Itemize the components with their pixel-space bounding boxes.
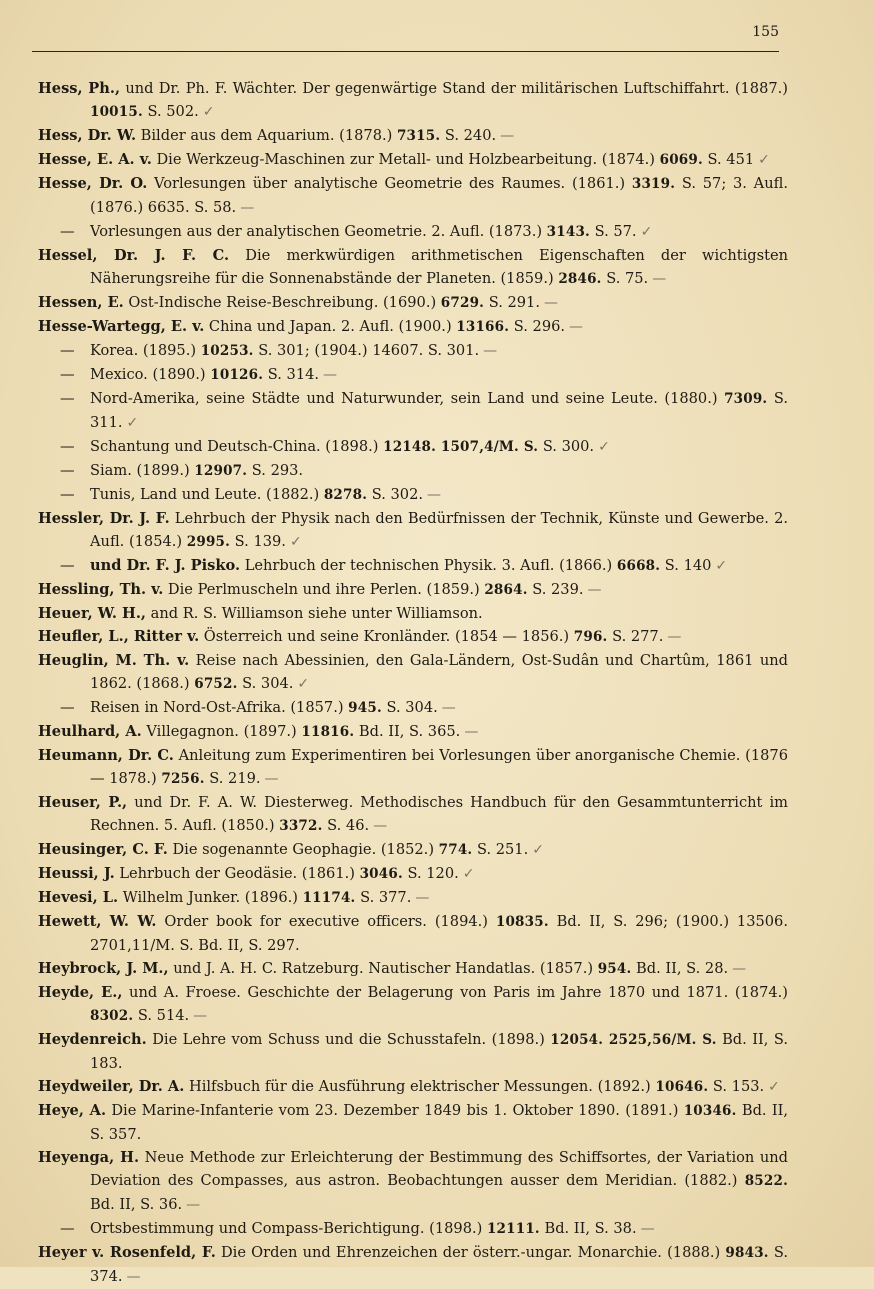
index-entry <box>38 363 788 387</box>
check-mark: ✓ <box>598 439 610 455</box>
check-mark: — <box>193 1008 208 1024</box>
entry-catalog-number: 8302. <box>90 1008 134 1024</box>
entry-author: Heuglin, M. Th. v. <box>38 652 190 669</box>
index-entry <box>38 744 788 791</box>
entry-author: Heyer v. Rosenfeld, F. <box>38 1244 216 1261</box>
entry-page-ref: S. 302. <box>367 486 423 503</box>
index-entry <box>38 1099 788 1146</box>
ditto-dash: — <box>60 342 75 359</box>
entry-catalog-number: 10015. <box>90 104 143 120</box>
entry-catalog-number: 10835. <box>495 914 549 930</box>
entry-title: Vorlesungen aus der analytischen Geometrie. 2. Aufl. (1873.) <box>90 223 547 240</box>
entry-catalog-number: 954. <box>597 961 632 977</box>
entry-catalog-number: 7256. <box>161 771 205 787</box>
entry-title: Österreich und seine Kronländer. (1854 — 1856.) <box>199 628 574 645</box>
entry-title: Schantung und Deutsch-China. (1898.) <box>90 438 384 455</box>
entry-catalog-number: 11816. <box>301 724 355 740</box>
entry-title: Hilfsbuch für die Ausführung elektrischer Messungen. (1892.) <box>184 1078 656 1095</box>
entry-page-ref: S. 240. <box>440 127 497 144</box>
entry-page-ref: S. 291. <box>484 294 540 311</box>
entry-page-ref: S. 75. <box>601 270 649 287</box>
check-mark: — <box>373 818 388 834</box>
index-entry <box>38 244 788 291</box>
entry-catalog-number: 2864. <box>484 582 528 598</box>
entry-catalog-number: 3372. <box>279 818 323 834</box>
check-mark: ✓ <box>289 534 302 550</box>
ditto-dash: — <box>60 390 75 407</box>
index-entry <box>38 696 788 720</box>
entry-title: und J. A. H. C. Ratzeburg. Nautischer Handatlas. (1857.) <box>168 960 598 977</box>
index-entry <box>38 981 788 1028</box>
entry-title: Order book for executive officers. (1894.) <box>156 913 496 930</box>
entry-title: Nord-Amerika, seine Städte und Naturwunder, sein Land und seine Leute. (1880.) <box>90 390 725 407</box>
entry-author: Hewett, W. W. <box>38 913 157 930</box>
check-mark: — <box>186 1197 201 1213</box>
index-entry <box>38 625 788 649</box>
entry-page-ref: Bd. II, S. 365. <box>354 723 461 740</box>
entry-catalog-number: 7309. <box>724 391 768 407</box>
entry-catalog-number: 12054. 2525,56/M. S. <box>550 1032 717 1048</box>
entry-author: Hessel, Dr. J. F. C. <box>38 247 230 264</box>
entry-title: Die Marine-Infanterie vom 23. Dezember 1849 bis 1. Oktober 1890. (1891.) <box>106 1102 684 1119</box>
entry-author: Hessen, E. <box>38 294 124 311</box>
entry-catalog-number: 3046. <box>359 866 403 882</box>
entry-title: Die Orden und Ehrenzeichen der österr.-ungar. Monarchie. (1888.) <box>215 1244 726 1261</box>
entry-page-ref: S. 140 <box>660 557 712 574</box>
entry-page-ref: S. 296. <box>509 318 566 335</box>
entry-title: Die Werkzeug-Maschinen zur Metall- und Holzbearbeitung. (1874.) <box>151 151 660 168</box>
check-mark: ✓ <box>297 676 310 692</box>
check-mark: ✓ <box>462 866 475 882</box>
entry-page-ref: S. 57. <box>589 223 637 240</box>
entry-catalog-number: 774. <box>438 842 473 858</box>
index-entries <box>38 77 788 1289</box>
index-entry <box>38 507 788 554</box>
entry-title: Korea. (1895.) <box>90 342 201 359</box>
entry-catalog-number: 12907. <box>194 463 248 479</box>
entry-page-ref: S. 502. <box>142 103 199 120</box>
entry-title: Die merkwürdigen arithmetischen Eigenschaften der wichtigsten Näherungsreihe für die Sonnenabstände der Planeten. (1859.) <box>90 247 789 287</box>
entry-page-ref: S. 120. <box>402 865 459 882</box>
entry-title: Villegagnon. (1897.) <box>141 723 302 740</box>
entry-author: Heusinger, C. F. <box>38 841 168 858</box>
entry-author: Hesse, Dr. O. <box>38 175 148 192</box>
entry-title: and R. S. Williamson siehe unter <box>145 605 397 622</box>
entry-catalog-number: 12148. 1507,4/M. S. <box>383 439 539 455</box>
index-entry <box>38 649 788 696</box>
ditto-dash: — <box>60 223 75 240</box>
check-mark: — <box>264 771 279 787</box>
check-mark: — <box>587 582 602 598</box>
entry-title: und A. Froese. Geschichte der Belagerung von Paris im Jahre 1870 und 1871. (1874.) <box>122 984 788 1001</box>
entry-author: Heuser, P., <box>38 794 128 811</box>
entry-author: Hess, Dr. W. <box>38 127 137 144</box>
index-entry <box>38 148 788 172</box>
entry-page-ref: S. 251. <box>472 841 529 858</box>
entry-catalog-number: 11174. <box>302 890 356 906</box>
entry-title: und Dr. F. A. W. Diesterweg. Methodisches Handbuch für den Gesammtunterricht im Rechnen. 5. Aufl. (1850.) <box>90 794 788 834</box>
entry-author: Hessler, Dr. J. F. <box>38 510 170 527</box>
entry-catalog-number: 9843. <box>725 1245 769 1261</box>
check-mark: — <box>483 343 498 359</box>
index-entry <box>38 1217 788 1241</box>
page-number: 155 <box>752 24 779 40</box>
entry-page-ref: S. 377. <box>355 889 412 906</box>
entry-title: Ost-Indische Reise-Beschreibung. (1690.) <box>123 294 441 311</box>
entry-title: Vorlesungen über analytische Geometrie des Raumes. (1861.) <box>147 175 632 192</box>
entry-catalog-number: 10346. <box>683 1103 737 1119</box>
entry-catalog-number: 13166. <box>456 319 510 335</box>
check-mark: ✓ <box>768 1079 780 1095</box>
index-entry <box>38 1146 788 1217</box>
entry-page-ref: S. 304. <box>381 699 438 716</box>
check-mark: — <box>441 700 456 716</box>
check-mark: ✓ <box>640 224 653 240</box>
check-mark: ✓ <box>715 558 728 574</box>
check-mark: — <box>543 295 558 311</box>
entry-title: Neue Methode zur Erleichterung der Bestimmung des Schiffsortes, der Variation und Deviation des Compasses, aus astron. Beobachtungen ausser dem Meridian. (1882.) <box>90 1149 788 1189</box>
entry-author: Heufler, L., Ritter v. <box>38 628 200 645</box>
entry-catalog-number: 3319. <box>631 176 676 192</box>
entry-page-ref: S. 46. <box>322 817 370 834</box>
entry-author: Hesse, E. A. v. <box>38 151 152 168</box>
entry-author: Hevesi, L. <box>38 889 119 906</box>
check-mark: ✓ <box>202 104 215 120</box>
entry-catalog-number: 2846. <box>558 271 602 287</box>
check-mark: — <box>126 1269 141 1285</box>
entry-coauthor: und Dr. F. J. Pisko. <box>90 557 241 574</box>
entry-page-ref: S. 514. <box>133 1007 190 1024</box>
entry-author: Heyde, E., <box>38 984 123 1001</box>
check-mark: — <box>652 271 667 287</box>
entry-author: Heyenga, H. <box>38 1149 140 1166</box>
check-mark: — <box>640 1221 655 1237</box>
index-entry <box>38 957 788 981</box>
entry-page-ref: Bd. II, S. 296; (1900.) 13506. 2701,11/M. S. Bd. II, S. 297. <box>90 913 788 954</box>
ditto-dash: — <box>60 462 75 479</box>
index-entry <box>38 172 788 220</box>
index-entry <box>38 1075 788 1099</box>
entry-title: Lehrbuch der Physik nach den Bedürfnissen der Technik, Künste und Gewerbe. 2. Aufl. (1854.) <box>90 510 788 550</box>
check-mark: — <box>323 367 338 383</box>
entry-author: Heulhard, A. <box>38 723 142 740</box>
entry-catalog-number: 12111. <box>486 1221 540 1237</box>
entry-catalog-number: 8278. <box>323 487 368 503</box>
index-entry <box>38 910 788 957</box>
entry-page-ref: S. 301; (1904.) 14607. S. 301. <box>253 342 480 359</box>
check-mark: — <box>500 128 515 144</box>
entry-catalog-number: 6752. <box>194 676 238 692</box>
entry-page-ref: S. 239. <box>527 581 584 598</box>
entry-title: Siam. (1899.) <box>90 462 195 479</box>
entry-page-ref: S. 293. <box>247 462 304 479</box>
check-mark: — <box>464 724 479 740</box>
entry-author: Hesse-Wartegg, E. v. <box>38 318 205 335</box>
index-entry <box>38 77 788 124</box>
index-entry <box>38 1241 788 1289</box>
entry-title: Die Perlmuscheln und ihre Perlen. (1859.) <box>163 581 485 598</box>
entry-page-ref: S. 219. <box>204 770 261 787</box>
entry-catalog-number: 3143. <box>546 224 590 240</box>
entry-author: Heye, A. <box>38 1102 107 1119</box>
entry-page-ref: S. 374. <box>90 1244 788 1285</box>
entry-catalog-number: 6668. <box>616 558 661 574</box>
entry-catalog-number: 796. <box>573 629 608 645</box>
entry-author: Heybrock, J. M., <box>38 960 169 977</box>
entry-title: Bilder aus dem Aquarium. (1878.) <box>136 127 397 144</box>
index-entry <box>38 838 788 862</box>
entry-page-ref: Williamson. <box>396 605 483 622</box>
entry-page-ref: S. 311. <box>90 390 788 431</box>
index-entry <box>38 791 788 838</box>
entry-author: Heumann, Dr. C. <box>38 747 174 764</box>
check-mark: — <box>667 629 682 645</box>
index-entry <box>38 483 788 507</box>
entry-page-ref: S. 451 <box>702 151 755 168</box>
entry-title: Reisen in Nord-Ost-Afrika. (1857.) <box>90 699 349 716</box>
entry-page-ref: S. 153. <box>708 1078 765 1095</box>
check-mark: ✓ <box>126 415 139 431</box>
ditto-dash: — <box>60 557 75 574</box>
entry-title: China und Japan. 2. Aufl. (1900.) <box>204 318 457 335</box>
entry-author: Hessling, Th. v. <box>38 581 164 598</box>
entry-page-ref: Bd. II, S. 183. <box>90 1031 789 1072</box>
check-mark: ✓ <box>758 152 770 168</box>
entry-author: Heussi, J. <box>38 865 115 882</box>
entry-page-ref: Bd. II, S. 28. <box>631 960 729 977</box>
check-mark: — <box>427 487 441 503</box>
ditto-dash: — <box>60 438 75 455</box>
ditto-dash: — <box>60 486 75 503</box>
index-entry <box>38 220 788 244</box>
index-entry <box>38 459 788 483</box>
entry-title: Die sogenannte Geophagie. (1852.) <box>167 841 439 858</box>
entry-catalog-number: 7315. <box>396 128 441 144</box>
entry-title: Lehrbuch der technischen Physik. 3. Aufl. (1866.) <box>240 557 617 574</box>
entry-title: Ortsbestimmung und Compass-Berichtigung. (1898.) <box>90 1220 487 1237</box>
index-entry <box>38 720 788 744</box>
ditto-dash: — <box>60 366 75 383</box>
entry-author: Heydweiler, Dr. A. <box>38 1078 185 1095</box>
index-entry <box>38 554 788 578</box>
ditto-dash: — <box>60 699 75 716</box>
entry-catalog-number: 2995. <box>186 534 231 550</box>
entry-catalog-number: 10126. <box>210 367 264 383</box>
entry-catalog-number: 10253. <box>200 343 254 359</box>
check-mark: — <box>415 890 430 906</box>
entry-author: Heydenreich. <box>38 1031 147 1048</box>
entry-catalog-number: 6729. <box>440 295 485 311</box>
index-entry <box>38 1028 788 1075</box>
index-entry <box>38 124 788 148</box>
entry-title: Wilhelm Junker. (1896.) <box>118 889 303 906</box>
ditto-dash: — <box>60 1220 75 1237</box>
entry-page-ref: Bd. II, S. 36. <box>90 1196 183 1213</box>
entry-page-ref: S. 304. <box>237 675 294 692</box>
entry-title: Tunis, Land und Leute. (1882.) <box>90 486 324 503</box>
index-entry <box>38 886 788 910</box>
index-entry <box>38 387 788 435</box>
check-mark: — <box>569 319 584 335</box>
check-mark: — <box>240 200 255 216</box>
entry-page-ref: S. 300. <box>538 438 595 455</box>
entry-catalog-number: 6069. <box>659 152 703 168</box>
entry-title: Reise nach Abessinien, den Gala-Ländern, Ost-Sudân und Chartûm, 1861 und 1862. (1868.) <box>90 652 788 692</box>
index-entry <box>38 602 788 625</box>
entry-page-ref: S. 314. <box>263 366 320 383</box>
index-entry <box>38 578 788 602</box>
index-entry <box>38 339 788 363</box>
check-mark: ✓ <box>532 842 544 858</box>
entry-page-ref: Bd. II, S. 357. <box>90 1102 789 1143</box>
entry-title: Anleitung zum Experimentiren bei Vorlesungen über anorganische Chemie. (1876 — 1878.) <box>90 747 788 787</box>
entry-catalog-number: 8522. <box>744 1173 788 1189</box>
entry-catalog-number: 10646. <box>655 1079 709 1095</box>
entry-author: Heuer, W. H., <box>38 605 146 622</box>
check-mark: — <box>732 961 747 977</box>
entry-catalog-number: 945. <box>348 700 382 716</box>
index-entry <box>38 862 788 886</box>
entry-title: und Dr. Ph. F. Wächter. Der gegenwärtige Stand der militärischen Luftschiffahrt. (1887.) <box>120 80 788 97</box>
index-entry <box>38 315 788 339</box>
header-rule <box>32 51 779 52</box>
entry-author: Hess, Ph., <box>38 80 121 97</box>
entry-title: Lehrbuch der Geodäsie. (1861.) <box>114 865 360 882</box>
index-entry <box>38 435 788 459</box>
entry-title: Mexico. (1890.) <box>90 366 211 383</box>
entry-page-ref: Bd. II, S. 38. <box>539 1220 637 1237</box>
entry-title: Die Lehre vom Schuss und die Schusstafeln. (1898.) <box>146 1031 551 1048</box>
entry-page-ref: S. 57; 3. Aufl. (1876.) 6635. S. 58. <box>90 175 788 216</box>
entry-page-ref: S. 139. <box>230 533 286 550</box>
entry-page-ref: S. 277. <box>607 628 664 645</box>
index-entry <box>38 291 788 315</box>
